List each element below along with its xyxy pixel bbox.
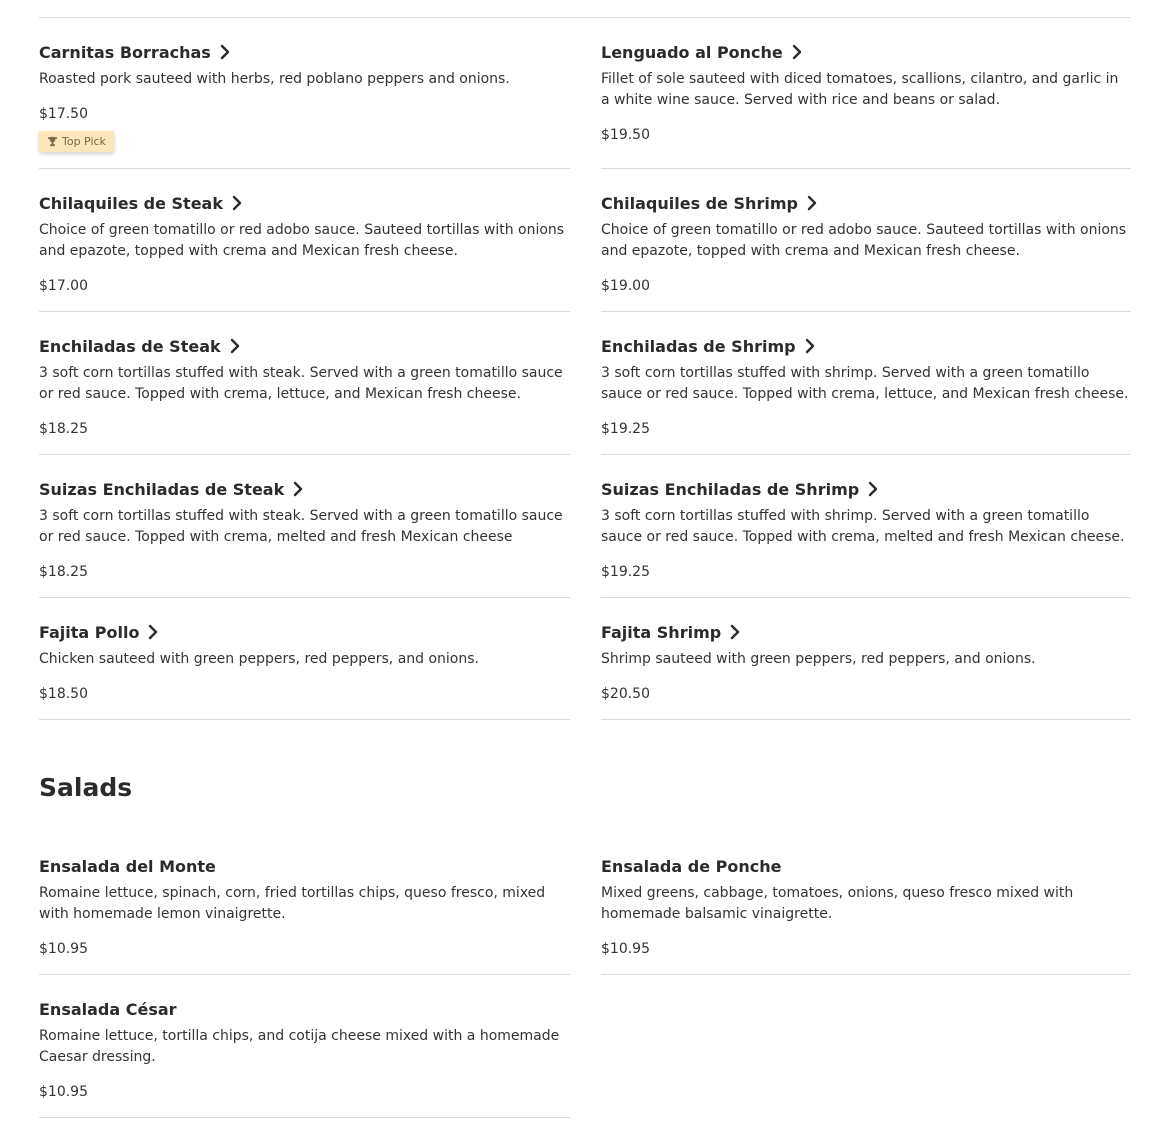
menu-item-description: 3 soft corn tortillas stuffed with steak. Served with a green tomatillo sauce or red sauce. Topped with crema, lettuce, and Mexican fresh cheese. bbox=[39, 365, 563, 402]
menu-item-description: Romaine lettuce, tortilla chips, and cotija cheese mixed with a homemade Caesar dressing. bbox=[39, 1028, 560, 1065]
menu-item-card[interactable] bbox=[601, 598, 1131, 720]
menu-item-price: $18.25 bbox=[39, 421, 88, 437]
badge-label: Top Pick bbox=[62, 135, 106, 148]
menu-item-description: Chicken sauteed with green peppers, red peppers, and onions. bbox=[39, 651, 479, 667]
menu-item-card[interactable] bbox=[39, 832, 570, 975]
chevron-right-icon[interactable] bbox=[228, 338, 242, 354]
menu-item-description: Shrimp sauteed with green peppers, red peppers, and onions. bbox=[601, 651, 1036, 667]
top-pick-badge bbox=[39, 131, 114, 152]
menu-item-card[interactable] bbox=[39, 312, 570, 455]
menu-item-price: $19.00 bbox=[601, 278, 650, 294]
menu-item-description: Choice of green tomatillo or red adobo sauce. Sauteed tortillas with onions and epazote, topped with crema and Mexican fresh cheese. bbox=[601, 222, 1127, 259]
menu-item-price: $10.95 bbox=[39, 1084, 88, 1100]
trophy-icon bbox=[47, 136, 58, 147]
menu-item-price: $19.50 bbox=[601, 127, 650, 143]
menu-item-description: 3 soft corn tortillas stuffed with steak. Served with a green tomatillo sauce or red sauce. Topped with crema, melted and fresh Mexican cheese bbox=[39, 508, 563, 545]
menu-item-price: $19.25 bbox=[601, 421, 650, 437]
menu-item-card[interactable] bbox=[601, 312, 1131, 455]
menu-item-price: $17.00 bbox=[39, 278, 88, 294]
menu-item-name-row[interactable] bbox=[601, 621, 1131, 643]
menu-item-card[interactable] bbox=[39, 975, 570, 1118]
menu-item-price: $19.25 bbox=[601, 564, 650, 580]
menu-item-name-row[interactable] bbox=[39, 998, 570, 1020]
menu-item-name[interactable]: Ensalada César bbox=[39, 999, 177, 1019]
menu-item-name-row[interactable] bbox=[39, 41, 570, 63]
section-title: Salads bbox=[39, 773, 133, 802]
menu-item-name-row[interactable] bbox=[601, 335, 1131, 357]
menu-item-description: Choice of green tomatillo or red adobo sauce. Sauteed tortillas with onions and epazote, topped with crema and Mexican fresh cheese. bbox=[39, 222, 565, 259]
menu-item-name[interactable]: Lenguado al Ponche bbox=[601, 42, 783, 62]
menu-item-card[interactable] bbox=[39, 18, 570, 169]
menu-item-name[interactable]: Enchiladas de Shrimp bbox=[601, 336, 796, 356]
menu-item-price: $20.50 bbox=[601, 686, 650, 702]
menu-item-name[interactable]: Fajita Shrimp bbox=[601, 622, 722, 642]
chevron-right-icon[interactable] bbox=[805, 195, 819, 211]
menu-item-name[interactable]: Suizas Enchiladas de Steak bbox=[39, 479, 285, 499]
menu-item-name[interactable]: Carnitas Borrachas bbox=[39, 42, 211, 62]
chevron-right-icon[interactable] bbox=[218, 44, 232, 60]
menu-item-name-row[interactable] bbox=[39, 855, 570, 877]
menu-item-card[interactable] bbox=[601, 169, 1131, 312]
menu-item-name-row[interactable] bbox=[39, 335, 570, 357]
chevron-right-icon[interactable] bbox=[291, 481, 305, 497]
chevron-right-icon[interactable] bbox=[866, 481, 880, 497]
menu-item-name[interactable]: Enchiladas de Steak bbox=[39, 336, 221, 356]
menu-item-description: Roasted pork sauteed with herbs, red poblano peppers and onions. bbox=[39, 71, 510, 87]
entrees-grid bbox=[39, 17, 1131, 720]
chevron-right-icon[interactable] bbox=[146, 624, 160, 640]
menu-item-description: Mixed greens, cabbage, tomatoes, onions, queso fresco mixed with homemade balsamic vinaigrette. bbox=[601, 885, 1074, 922]
menu-item-name-row[interactable] bbox=[39, 192, 570, 214]
menu-item-description: 3 soft corn tortillas stuffed with shrimp. Served with a green tomatillo sauce or red sauce. Topped with crema, lettuce, and Mexican fresh cheese. bbox=[601, 365, 1129, 402]
chevron-right-icon[interactable] bbox=[803, 338, 817, 354]
salads-header bbox=[39, 720, 1131, 820]
menu-item-description: 3 soft corn tortillas stuffed with shrimp. Served with a green tomatillo sauce or red sauce. Topped with crema, melted and fresh Mexican cheese. bbox=[601, 508, 1125, 545]
menu-item-price: $18.50 bbox=[39, 686, 88, 702]
menu-item-name[interactable]: Ensalada del Monte bbox=[39, 856, 216, 876]
menu-item-description: Fillet of sole sauteed with diced tomatoes, scallions, cilantro, and garlic in a white wine sauce. Served with rice and beans or salad. bbox=[601, 71, 1119, 108]
salads-grid bbox=[39, 820, 1131, 1118]
menu-item-card[interactable] bbox=[601, 18, 1131, 169]
chevron-right-icon[interactable] bbox=[230, 195, 244, 211]
menu-item-card[interactable] bbox=[39, 598, 570, 720]
menu-item-name-row[interactable] bbox=[601, 478, 1131, 500]
menu-item-name-row[interactable] bbox=[39, 478, 570, 500]
menu-item-card[interactable] bbox=[39, 455, 570, 598]
menu-item-name[interactable]: Chilaquiles de Shrimp bbox=[601, 193, 798, 213]
menu-item-name-row[interactable] bbox=[601, 855, 1131, 877]
menu-item-name-row[interactable] bbox=[601, 192, 1131, 214]
menu-item-price: $17.50 bbox=[39, 106, 88, 122]
chevron-right-icon[interactable] bbox=[790, 44, 804, 60]
menu-item-name[interactable]: Suizas Enchiladas de Shrimp bbox=[601, 479, 860, 499]
menu-item-name[interactable]: Fajita Pollo bbox=[39, 622, 140, 642]
chevron-right-icon[interactable] bbox=[728, 624, 742, 640]
menu-item-card[interactable] bbox=[601, 832, 1131, 975]
menu-item-name-row[interactable] bbox=[39, 621, 570, 643]
menu-item-price: $10.95 bbox=[39, 941, 88, 957]
menu-item-card[interactable] bbox=[601, 455, 1131, 598]
menu-item-price: $10.95 bbox=[601, 941, 650, 957]
menu-item-price: $18.25 bbox=[39, 564, 88, 580]
menu-item-name-row[interactable] bbox=[601, 41, 1131, 63]
menu-page bbox=[39, 0, 1131, 1118]
menu-item-description: Romaine lettuce, spinach, corn, fried tortillas chips, queso fresco, mixed with homemade lemon vinaigrette. bbox=[39, 885, 546, 922]
menu-item-name[interactable]: Ensalada de Ponche bbox=[601, 856, 782, 876]
menu-item-card[interactable] bbox=[39, 169, 570, 312]
menu-item-name[interactable]: Chilaquiles de Steak bbox=[39, 193, 223, 213]
